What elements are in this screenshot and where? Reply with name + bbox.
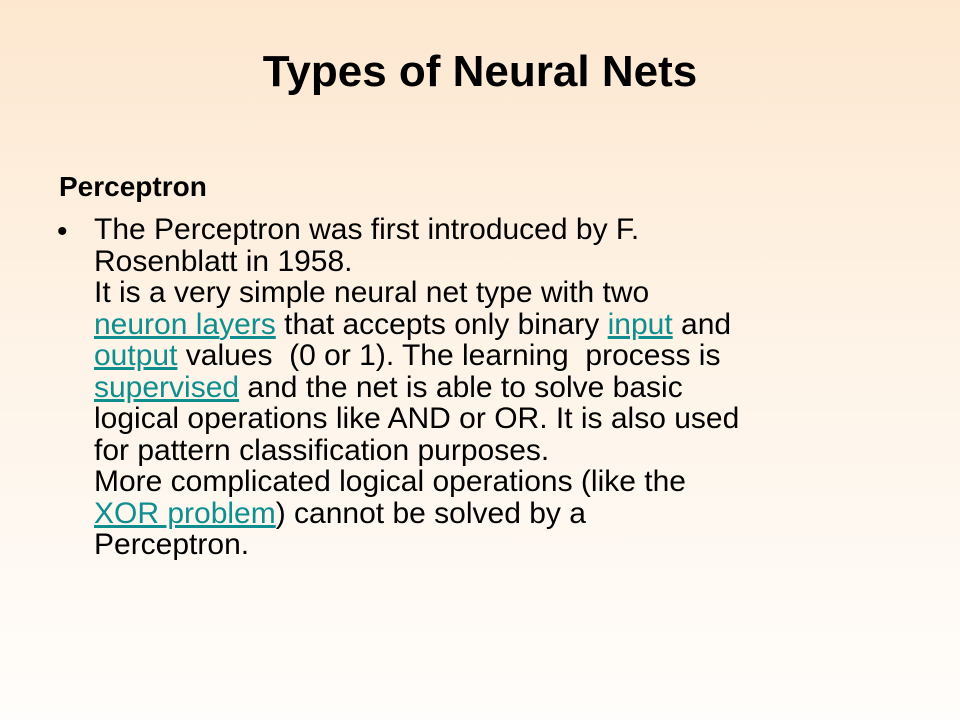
link-neuron-layers[interactable]: neuron layers (94, 307, 276, 341)
slide-title: Types of Neural Nets (262, 47, 698, 96)
bullet-marker: • (57, 215, 68, 248)
text-segment: values (0 or 1). The learning process is (177, 339, 721, 372)
text-segment: and the net is able to solve basic (239, 370, 683, 404)
link-xor-problem[interactable]: XOR problem (94, 496, 276, 530)
text-line: for pattern classification purposes. (94, 433, 550, 467)
text-line: Perceptron. (94, 528, 250, 561)
link-output[interactable]: output (94, 339, 178, 372)
text-line: The Perceptron was first introduced by F. (94, 213, 640, 246)
link-supervised[interactable]: supervised (94, 370, 240, 404)
text-line: It is a very simple neural net type with two (94, 276, 650, 309)
text-segment: and (672, 307, 732, 341)
link-input[interactable]: input (607, 307, 673, 341)
section-heading: Perceptron (59, 171, 207, 202)
text-line (94, 309, 934, 341)
text-line (94, 498, 934, 530)
text-line (94, 372, 934, 404)
text-line: Rosenblatt in 1958. (94, 244, 353, 278)
text-line: More complicated logical operations (like the (94, 465, 686, 498)
bullet-text (94, 214, 934, 561)
text-line (94, 340, 934, 372)
text-line: logical operations like AND or OR. It is also used (94, 402, 740, 435)
text-segment: ) cannot be solved by a (275, 496, 586, 530)
text-segment: that accepts only binary (275, 307, 608, 341)
